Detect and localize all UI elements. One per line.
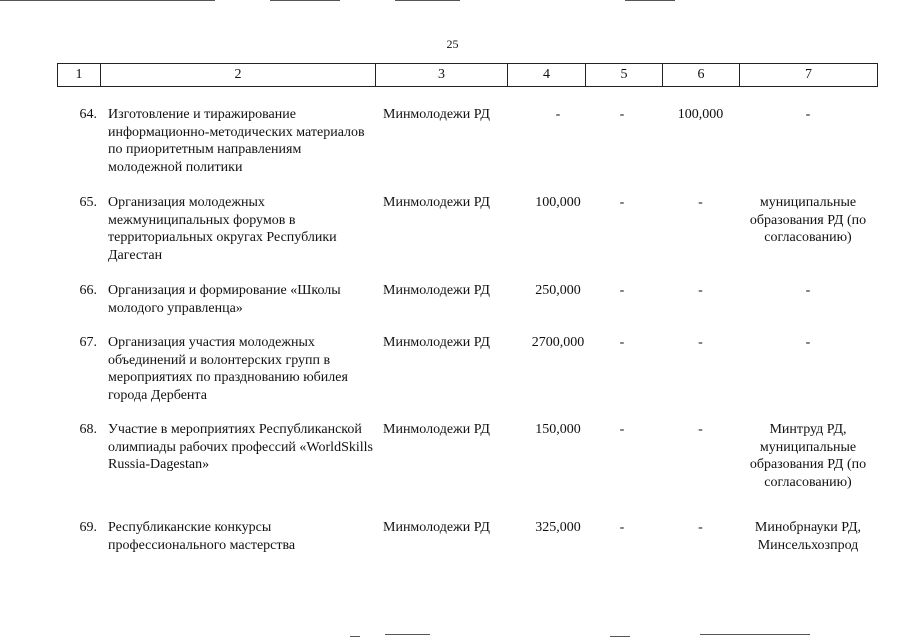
header-col-2: 2: [100, 64, 375, 86]
row-col-4: 150,000: [535, 422, 581, 437]
row-col-5: -: [619, 107, 625, 122]
row-col-4: 100,000: [535, 195, 581, 210]
row-activity: Изготовление и тиражирование информационно-методических материалов по приоритетным направлениям молодежной политики: [108, 107, 365, 175]
row-col-4: 2700,000: [531, 335, 585, 350]
row-col-6: 100,000: [677, 107, 724, 122]
row-col-7: -: [805, 107, 811, 122]
row-col-4: -: [555, 107, 561, 122]
row-executor: Минмолодежи РД: [383, 335, 490, 350]
row-col-4: 325,000: [535, 520, 581, 535]
header-col-6: 6: [662, 64, 739, 86]
row-executor: Минмолодежи РД: [383, 422, 490, 437]
row-col-6: -: [698, 335, 703, 350]
header-col-4: 4: [507, 64, 585, 86]
row-number: 64.: [79, 107, 97, 122]
page-number: 25: [446, 37, 459, 51]
row-executor: Минмолодежи РД: [383, 520, 490, 535]
row-col-7: Минобрнауки РД, Минсельхозпрод: [754, 520, 862, 553]
row-executor: Минмолодежи РД: [383, 107, 490, 122]
header-col-7: 7: [739, 64, 877, 86]
row-number: 65.: [79, 195, 97, 210]
row-number: 67.: [79, 335, 97, 350]
row-col-6: -: [698, 520, 703, 535]
row-activity: Организация молодежных межмуниципальных форумов в территориальных округах Республики Дагестан: [108, 195, 337, 263]
row-activity: Организация участия молодежных объединений и волонтерских групп в мероприятиях по празднованию юбилея города Дербента: [108, 335, 348, 403]
row-executor: Минмолодежи РД: [383, 195, 490, 210]
header-col-5: 5: [585, 64, 662, 86]
row-number: 66.: [79, 283, 97, 298]
row-number: 68.: [79, 422, 97, 437]
table-header-row: [57, 63, 878, 87]
row-col-5: -: [619, 195, 625, 210]
row-activity: Республиканские конкурсы профессионального мастерства: [108, 520, 296, 553]
row-col-7: муниципальные образования РД (по согласованию): [749, 195, 867, 245]
row-col-5: -: [619, 520, 625, 535]
scan-edge-top: [0, 0, 905, 4]
row-col-5: -: [619, 283, 625, 298]
header-col-1: 1: [75, 67, 83, 82]
row-col-7: -: [805, 335, 811, 350]
row-col-7: Минтруд РД, муниципальные образования РД (по согласованию): [749, 422, 867, 490]
row-activity: Участие в мероприятиях Республиканской олимпиады рабочих профессий «WorldSkills Russia-Dagestan»: [108, 422, 373, 472]
row-activity: Организация и формирование «Школы молодого управленца»: [108, 283, 341, 316]
row-number: 69.: [79, 520, 97, 535]
row-col-6: -: [698, 195, 703, 210]
row-col-6: -: [698, 422, 703, 437]
scan-edge-bottom: [0, 634, 905, 640]
row-col-6: -: [698, 283, 703, 298]
header-col-3: 3: [375, 64, 507, 86]
row-col-5: -: [619, 335, 625, 350]
row-executor: Минмолодежи РД: [383, 283, 490, 298]
row-col-5: -: [619, 422, 625, 437]
row-col-7: -: [805, 283, 811, 298]
row-col-4: 250,000: [535, 283, 581, 298]
